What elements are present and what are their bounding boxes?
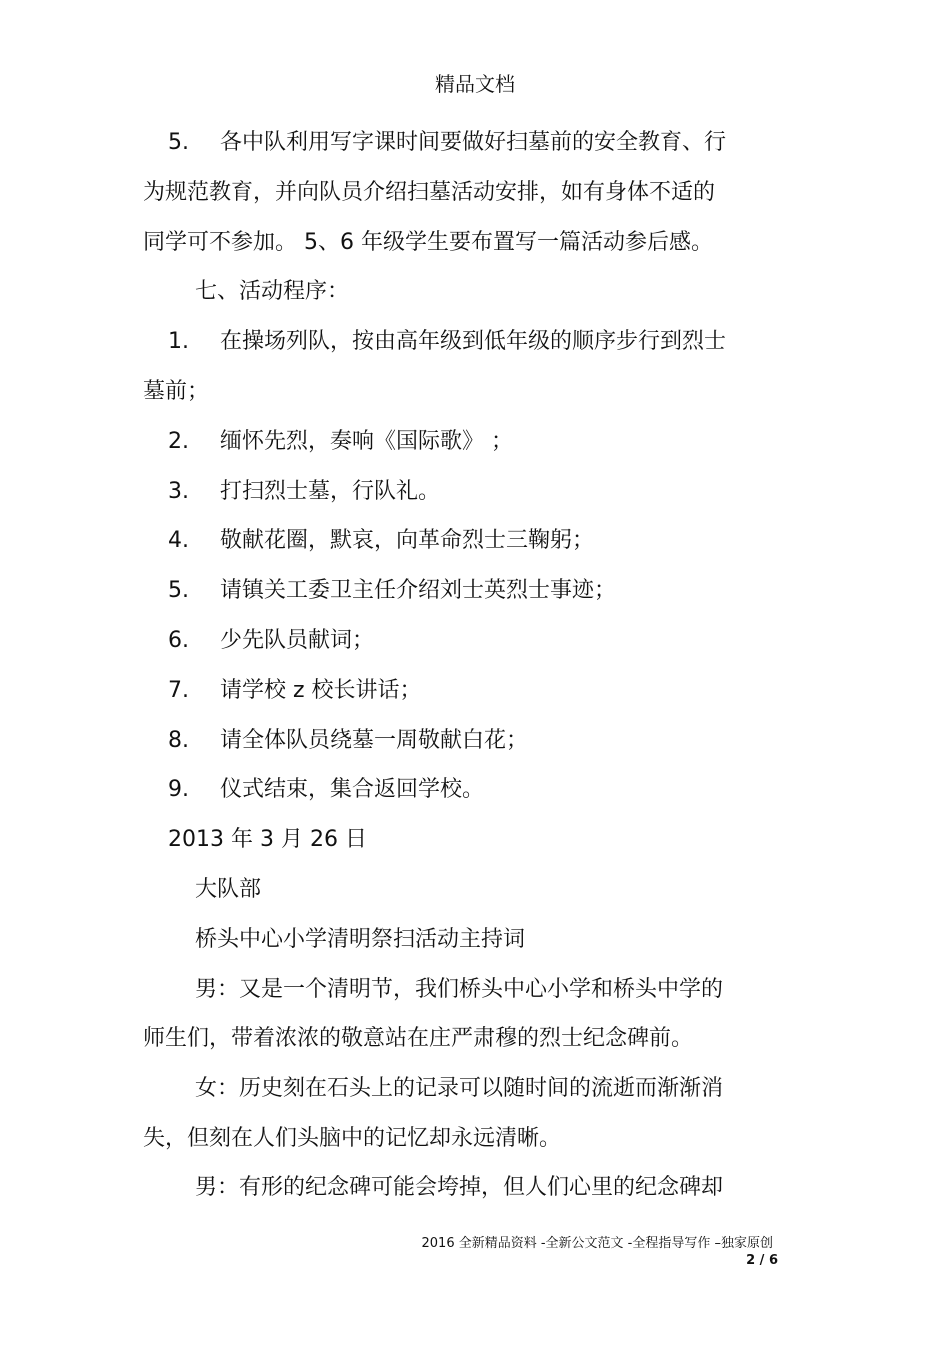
step-number: 7. — [168, 678, 189, 703]
organization: 大队部 — [195, 877, 262, 902]
page-number: 2 / 6 — [746, 1253, 778, 1268]
step-number: 6. — [168, 628, 189, 653]
step-number: 9. — [168, 777, 189, 802]
step-number: 2. — [168, 429, 189, 454]
step-number: 8. — [168, 728, 189, 753]
page-header: 精品文档 — [435, 72, 515, 96]
speech-title: 桥头中心小学清明祭扫活动主持词 — [195, 927, 526, 952]
step-continuation: 墓前； — [143, 379, 210, 404]
step-text: 打扫烈士墓，行队礼。 — [220, 479, 441, 504]
para5-line1: 各中队利用写字课时间要做好扫墓前的安全教育、行 — [220, 130, 727, 155]
section-title: 七、活动程序： — [195, 279, 350, 304]
step-text: 仪式结束，集合返回学校。 — [220, 777, 485, 802]
footer-text: 2016 全新精品资料 -全新公文范文 -全程指导写作 –独家原创 — [421, 1236, 773, 1251]
step-number: 5. — [168, 578, 189, 603]
dialogue-line: 失，但刻在人们头脑中的记忆却永远清晰。 — [143, 1126, 562, 1151]
step-text: 请全体队员绕墓一周敬献白花； — [220, 728, 529, 753]
para5-line3: 同学可不参加。 5、6 年级学生要布置写一篇活动参后感。 — [143, 230, 713, 255]
step-text: 请学校 z 校长讲话； — [220, 678, 422, 703]
para5-number: 5. — [168, 130, 189, 155]
dialogue-line: 男：有形的纪念碑可能会垮掉，但人们心里的纪念碑却 — [195, 1175, 724, 1200]
dialogue-line: 师生们，带着浓浓的敬意站在庄严肃穆的烈士纪念碑前。 — [143, 1026, 694, 1051]
para5-line2: 为规范教育，并向队员介绍扫墓活动安排，如有身体不适的 — [143, 180, 716, 205]
step-text: 少先队员献词； — [220, 628, 375, 653]
dialogue-line: 女：历史刻在石头上的记录可以随时间的流逝而渐渐消 — [195, 1076, 724, 1101]
step-text: 缅怀先烈，奏响《国际歌》 ； — [220, 429, 513, 454]
step-number: 3. — [168, 479, 189, 504]
date-line: 2013 年 3 月 26 日 — [168, 827, 367, 852]
step-text: 在操场列队，按由高年级到低年级的顺序步行到烈士 — [220, 329, 727, 354]
step-text: 敬献花圈，默哀，向革命烈士三鞠躬； — [220, 528, 595, 553]
step-number: 4. — [168, 528, 189, 553]
step-text: 请镇关工委卫主任介绍刘士英烈士事迹； — [220, 578, 617, 603]
step-number: 1. — [168, 329, 189, 354]
dialogue-line: 男：又是一个清明节，我们桥头中心小学和桥头中学的 — [195, 977, 724, 1002]
